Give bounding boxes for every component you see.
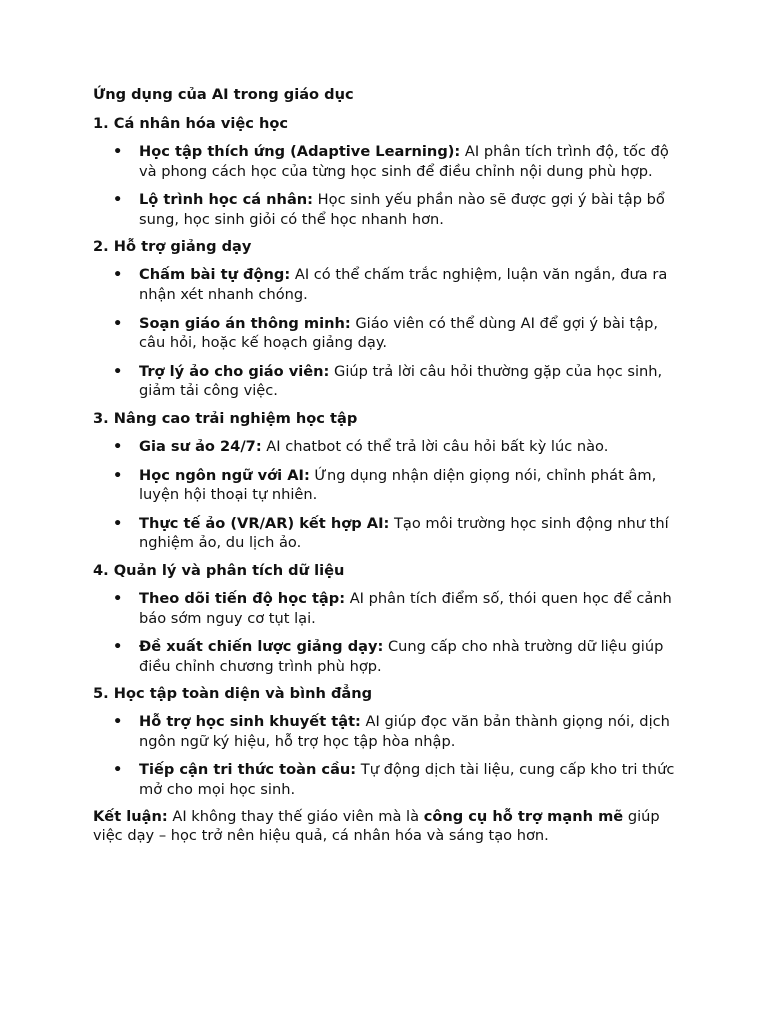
- item-text: Học sinh yếu phần nào sẽ được gợi ý bài tập bổ sung, học sinh giỏi có thể học nhanh hơn.: [139, 191, 665, 228]
- item-text: AI chatbot có thể trả lời câu hỏi bất kỳ lúc nào.: [261, 437, 609, 455]
- section-1: [93, 113, 683, 229]
- item-text: AI phân tích trình độ, tốc độ và phong cách học của từng học sinh để điều chỉnh nội dung phù hợp.: [139, 143, 669, 180]
- item-text: AI có thể chấm trắc nghiệm, luận văn ngắn, đưa ra nhận xét nhanh chóng.: [139, 266, 668, 303]
- list-item: [93, 760, 683, 799]
- document-title: Ứng dụng của AI trong giáo dục: [93, 86, 354, 103]
- item-term: Hỗ trợ học sinh khuyết tật:: [139, 713, 361, 731]
- item-term: Trợ lý ảo cho giáo viên:: [139, 362, 330, 380]
- section-heading: 3. Nâng cao trải nghiệm học tập: [93, 409, 358, 427]
- bullet-icon: •: [113, 713, 123, 731]
- section-heading: 5. Học tập toàn diện và bình đẳng: [93, 685, 373, 703]
- bullet-icon: •: [113, 362, 123, 380]
- item-term: Soạn giáo án thông minh:: [139, 314, 351, 332]
- bullet-list: [93, 265, 683, 401]
- bullet-icon: •: [113, 191, 123, 209]
- section-3: [93, 408, 683, 553]
- conclusion-text: AI không thay thế giáo viên mà là: [167, 807, 424, 825]
- conclusion-emphasis: công cụ hỗ trợ mạnh mẽ: [423, 807, 624, 825]
- item-term: Học tập thích ứng (Adaptive Learning):: [139, 143, 461, 160]
- section-2: [93, 236, 683, 401]
- item-text: Giúp trả lời câu hỏi thường gặp của học sinh, giảm tải công việc.: [139, 362, 663, 400]
- item-term: Học ngôn ngữ với AI:: [139, 466, 310, 484]
- item-term: Lộ trình học cá nhân:: [139, 191, 314, 209]
- item-term: Tiếp cận tri thức toàn cầu:: [139, 761, 357, 779]
- item-text: Giáo viên có thể dùng AI để gợi ý bài tập, câu hỏi, hoặc kế hoạch giảng dạy.: [139, 314, 659, 352]
- list-item: [93, 637, 683, 676]
- item-text: Tự động dịch tài liệu, cung cấp kho tri thức mở cho mọi học sinh.: [139, 761, 675, 799]
- bullet-icon: •: [113, 466, 123, 484]
- bullet-list: [93, 589, 683, 676]
- list-item: [93, 362, 683, 401]
- item-term: Chấm bài tự động:: [139, 266, 291, 284]
- item-text: Tạo môi trường học sinh động như thí nghiệm ảo, du lịch ảo.: [139, 514, 669, 552]
- bullet-list: [93, 712, 683, 799]
- list-item: [93, 514, 683, 553]
- list-item: [93, 190, 683, 229]
- bullet-icon: •: [113, 143, 123, 160]
- bullet-icon: •: [113, 437, 123, 455]
- item-term: Gia sư ảo 24/7:: [139, 437, 262, 455]
- item-term: Đề xuất chiến lược giảng dạy:: [139, 638, 384, 656]
- list-item: [93, 589, 683, 628]
- bullet-icon: •: [113, 638, 123, 656]
- section-5: [93, 683, 683, 799]
- item-term: Theo dõi tiến độ học tập:: [139, 589, 346, 607]
- item-text: Ứng dụng nhận diện giọng nói, chỉnh phát âm, luyện hội thoại tự nhiên.: [139, 466, 657, 504]
- bullet-icon: •: [113, 589, 123, 607]
- list-item: [93, 437, 683, 457]
- list-item: [93, 314, 683, 353]
- list-item: [93, 265, 683, 304]
- conclusion-text-end: giúp việc dạy – học trở nên hiệu quả, cá nhân hóa và sáng tạo hơn.: [93, 807, 660, 845]
- list-item: [93, 466, 683, 505]
- document-page: [93, 84, 683, 860]
- list-item: [93, 712, 683, 751]
- section-heading: 2. Hỗ trợ giảng dạy: [93, 238, 252, 256]
- conclusion-label: Kết luận:: [93, 807, 168, 825]
- bullet-icon: •: [113, 314, 123, 332]
- item-text: Cung cấp cho nhà trường dữ liệu giúp điều chỉnh chương trình phù hợp.: [139, 638, 664, 675]
- section-heading: 4. Quản lý và phân tích dữ liệu: [93, 561, 345, 579]
- list-item: [93, 142, 683, 181]
- section-4: [93, 560, 683, 676]
- bullet-icon: •: [113, 266, 123, 284]
- item-text: AI phân tích điểm số, thói quen học để cảnh báo sớm nguy cơ tụt lại.: [139, 589, 672, 627]
- bullet-list: [93, 142, 683, 229]
- item-text: AI giúp đọc văn bản thành giọng nói, dịch ngôn ngữ ký hiệu, hỗ trợ học tập hòa nhập.: [139, 713, 670, 750]
- bullet-list: [93, 437, 683, 553]
- conclusion-paragraph: [93, 807, 683, 846]
- bullet-icon: •: [113, 514, 123, 532]
- section-heading: 1. Cá nhân hóa việc học: [93, 115, 289, 132]
- bullet-icon: •: [113, 761, 123, 779]
- item-term: Thực tế ảo (VR/AR) kết hợp AI:: [139, 514, 390, 532]
